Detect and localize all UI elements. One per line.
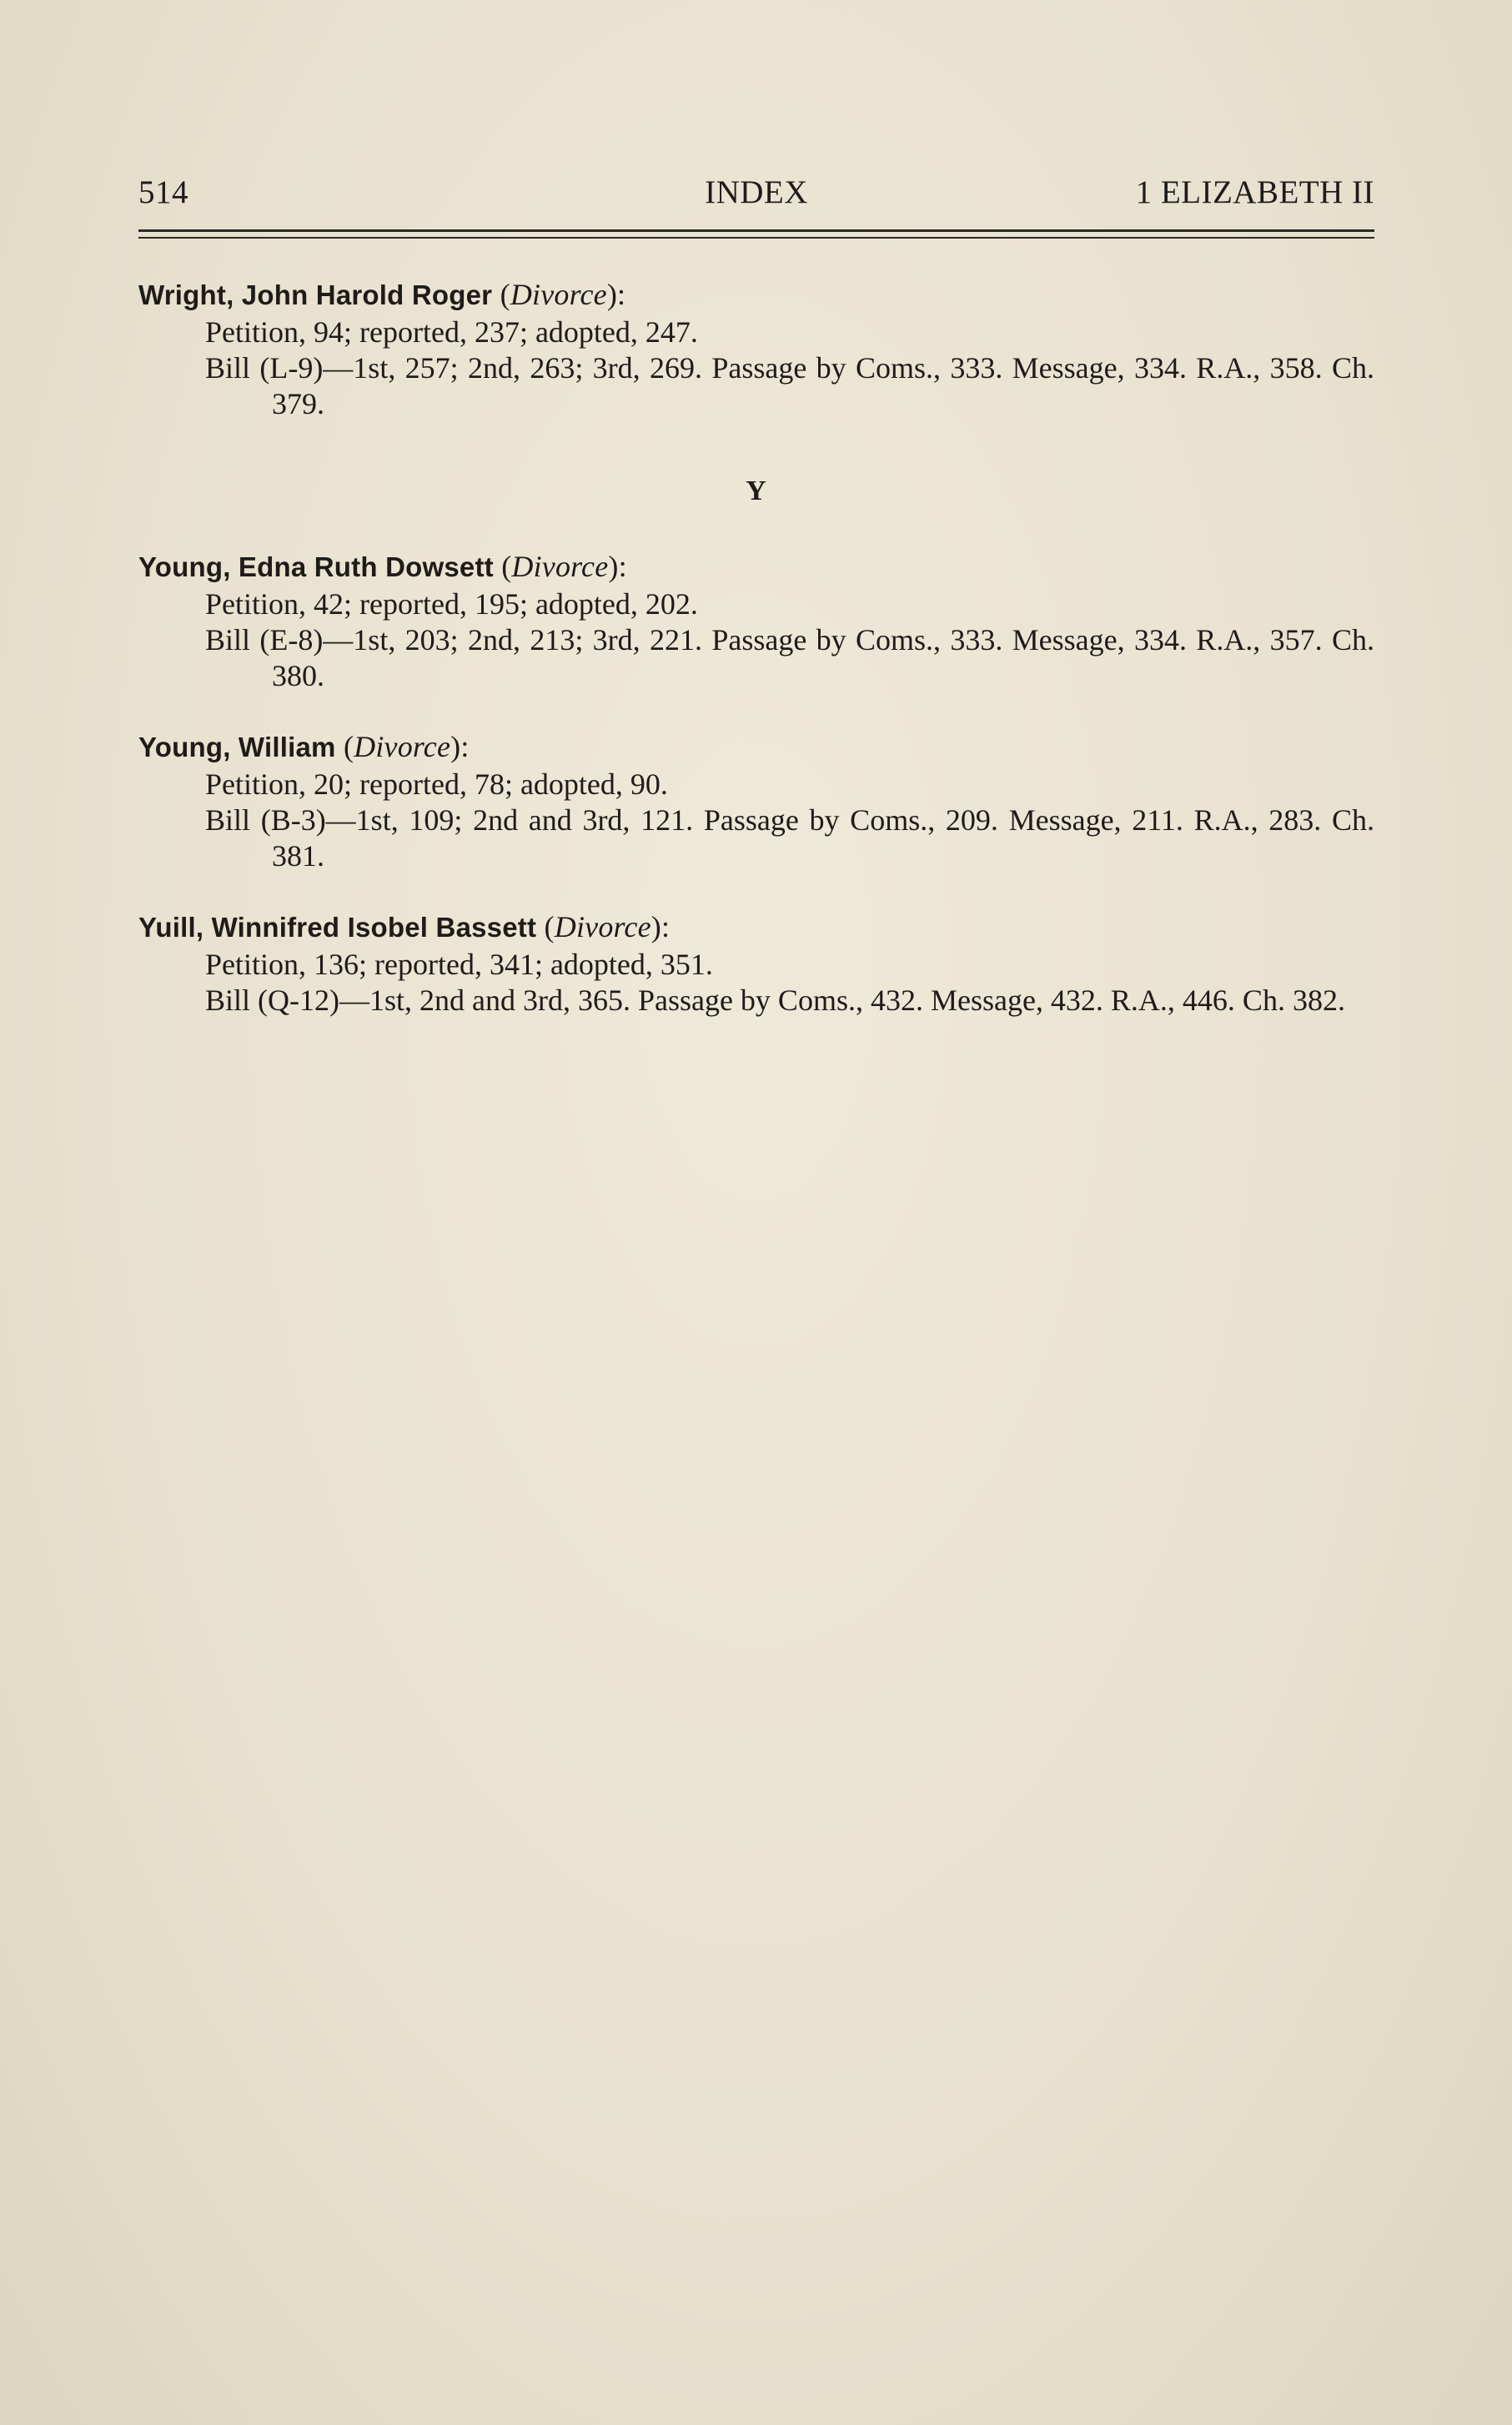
bill-line: Bill (B-3)—1st, 109; 2nd and 3rd, 121. Passage by Coms., 209. Message, 211. R.A., 283. Ch. 381. xyxy=(205,803,1374,873)
petition-line: Petition, 94; reported, 237; adopted, 247. xyxy=(205,315,698,349)
header-title: INDEX xyxy=(705,174,808,210)
entry-heading xyxy=(138,546,1374,586)
entry-name: Young, William xyxy=(138,732,336,762)
entry-name: Young, Edna Ruth Dowsett xyxy=(138,551,494,582)
bill-line: Bill (E-8)—1st, 203; 2nd, 213; 3rd, 221. Passage by Coms., 333. Message, 334. R.A., 357. Ch. 380. xyxy=(205,623,1374,692)
page-number: 514 xyxy=(138,174,188,210)
header-rule-bottom xyxy=(138,237,1374,239)
index-entry xyxy=(138,727,1374,874)
bill-line: Bill (Q-12)—1st, 2nd and 3rd, 365. Passage by Coms., 432. Message, 432. R.A., 446. Ch. 382. xyxy=(205,984,1345,1017)
index-entry xyxy=(138,546,1374,694)
entry-qualifier: (Divorce): xyxy=(544,910,671,943)
index-entry xyxy=(138,274,1374,422)
entry-name: Yuill, Winnifred Isobel Bassett xyxy=(138,912,537,943)
running-header xyxy=(138,167,1374,217)
entry-qualifier: (Divorce): xyxy=(501,550,627,583)
entry-heading xyxy=(138,274,1374,314)
section-letter: Y xyxy=(746,475,766,506)
petition-line: Petition, 42; reported, 195; adopted, 202. xyxy=(205,587,698,621)
entry-name: Wright, John Harold Roger xyxy=(138,279,493,310)
entry-qualifier: (Divorce): xyxy=(343,730,470,763)
entry-heading xyxy=(138,907,1374,947)
bill-line: Bill (L-9)—1st, 257; 2nd, 263; 3rd, 269. Passage by Coms., 333. Message, 334. R.A., 358. Ch. 379. xyxy=(205,351,1374,420)
header-rule-top xyxy=(138,229,1374,232)
entry-qualifier: (Divorce): xyxy=(500,278,626,311)
entry-heading xyxy=(138,727,1374,767)
running-head: 1 ELIZABETH II xyxy=(1135,174,1374,210)
petition-line: Petition, 136; reported, 341; adopted, 351. xyxy=(205,948,713,981)
index-entry xyxy=(138,907,1374,1019)
petition-line: Petition, 20; reported, 78; adopted, 90. xyxy=(205,767,668,801)
